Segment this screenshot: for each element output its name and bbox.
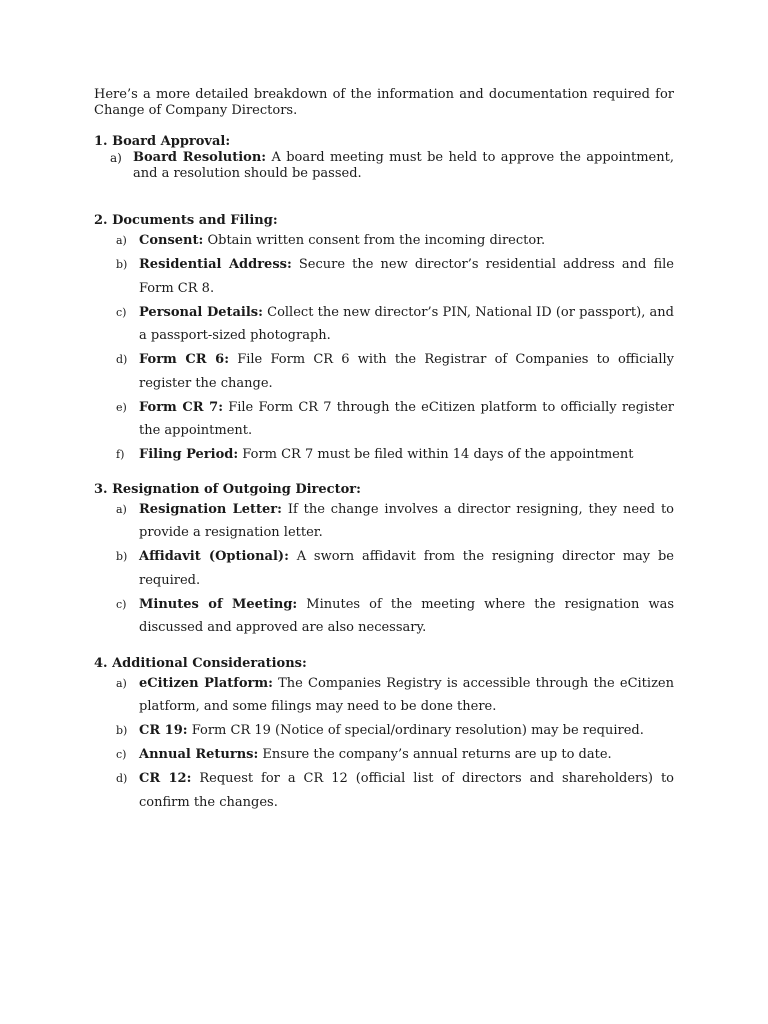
list-marker: c) — [116, 748, 127, 761]
list-marker: d) — [116, 353, 128, 366]
item-text: Form CR 19 (Notice of special/ordinary resolution) may be required. — [187, 723, 644, 738]
list-item — [94, 229, 674, 253]
list-item — [94, 767, 674, 814]
list-item — [94, 672, 674, 719]
section-additional-considerations — [94, 656, 674, 815]
list-item — [94, 443, 674, 467]
list-item — [94, 253, 674, 300]
section-heading: 3. Resignation of Outgoing Director: — [94, 481, 361, 497]
item-text: Ensure the company’s annual returns are up to date. — [258, 747, 612, 762]
list-marker: b) — [116, 258, 128, 271]
section-heading: 4. Additional Considerations: — [94, 655, 307, 671]
item-term: CR 12: — [139, 771, 192, 786]
list-marker: a) — [116, 502, 127, 516]
section-heading: 1. Board Approval: — [94, 134, 231, 149]
section-board-approval — [94, 134, 674, 182]
list-item — [94, 719, 674, 743]
item-text: Obtain written consent from the incoming director. — [203, 233, 546, 248]
list-marker: b) — [116, 550, 128, 563]
item-term: eCitizen Platform: — [139, 675, 273, 691]
list-item — [94, 150, 674, 182]
item-term: Annual Returns: — [139, 747, 259, 762]
list-item — [94, 498, 674, 545]
list-marker: b) — [116, 724, 128, 737]
list-marker: a) — [116, 676, 127, 690]
item-term: Resignation Letter: — [139, 501, 282, 517]
intro-paragraph: Here’s a more detailed breakdown of the information and documentation required for Change of Company Directors. — [94, 87, 674, 118]
item-term: Form CR 6: — [139, 352, 229, 367]
item-term: Personal Details: — [139, 304, 263, 320]
list-item — [94, 396, 674, 443]
list-item — [94, 593, 674, 640]
list-item — [94, 743, 674, 767]
section-list — [94, 498, 674, 640]
list-marker: f) — [116, 448, 125, 461]
item-term: Form CR 7: — [139, 399, 223, 415]
item-text: File Form CR 7 through the eCitizen platform to officially register the appointment. — [139, 399, 675, 438]
list-marker: a) — [116, 234, 127, 247]
list-item — [94, 301, 674, 348]
item-text: Secure the new director’s residential address and file Form CR 8. — [139, 257, 674, 296]
item-text: Request for a CR 12 (official list of directors and shareholders) to confirm the changes. — [139, 771, 674, 810]
item-term: Residential Address: — [139, 257, 292, 272]
item-term: Affidavit (Optional): — [139, 549, 289, 564]
item-term: CR 19: — [139, 723, 188, 738]
list-marker: c) — [116, 597, 127, 611]
item-term: Filing Period: — [139, 447, 239, 462]
section-documents-filing — [94, 213, 674, 467]
item-text: Form CR 7 must be filed within 14 days of the appointment — [238, 447, 634, 462]
item-text: The Companies Registry is accessible through the eCitizen platform, and some filings may need to be done there. — [139, 675, 674, 714]
item-text: File Form CR 6 with the Registrar of Companies to officially register the change. — [139, 352, 675, 391]
item-text: Collect the new director’s PIN, National ID (or passport), and a passport-sized photograph. — [139, 304, 674, 343]
list-marker: a) — [110, 151, 122, 165]
item-text: A sworn affidavit from the resigning director may be required. — [139, 549, 674, 588]
section-resignation — [94, 482, 674, 640]
list-item — [94, 348, 674, 395]
list-marker: c) — [116, 305, 127, 319]
section-list — [94, 672, 674, 815]
item-term: Consent: — [139, 233, 204, 248]
item-term: Board Resolution: — [133, 150, 267, 165]
item-text: If the change involves a director resigning, they need to provide a resignation letter. — [139, 501, 674, 540]
list-marker: d) — [116, 772, 128, 785]
item-text: Minutes of the meeting where the resignation was discussed and approved are also necessary. — [139, 596, 674, 635]
section-heading: 2. Documents and Filing: — [94, 213, 278, 228]
list-item — [94, 545, 674, 592]
section-list — [94, 150, 674, 182]
list-marker: e) — [116, 400, 127, 414]
item-term: Minutes of Meeting: — [139, 596, 298, 612]
item-text: A board meeting must be held to approve the appointment, and a resolution should be passed. — [133, 150, 674, 181]
section-list — [94, 229, 674, 467]
document-page — [94, 87, 674, 814]
